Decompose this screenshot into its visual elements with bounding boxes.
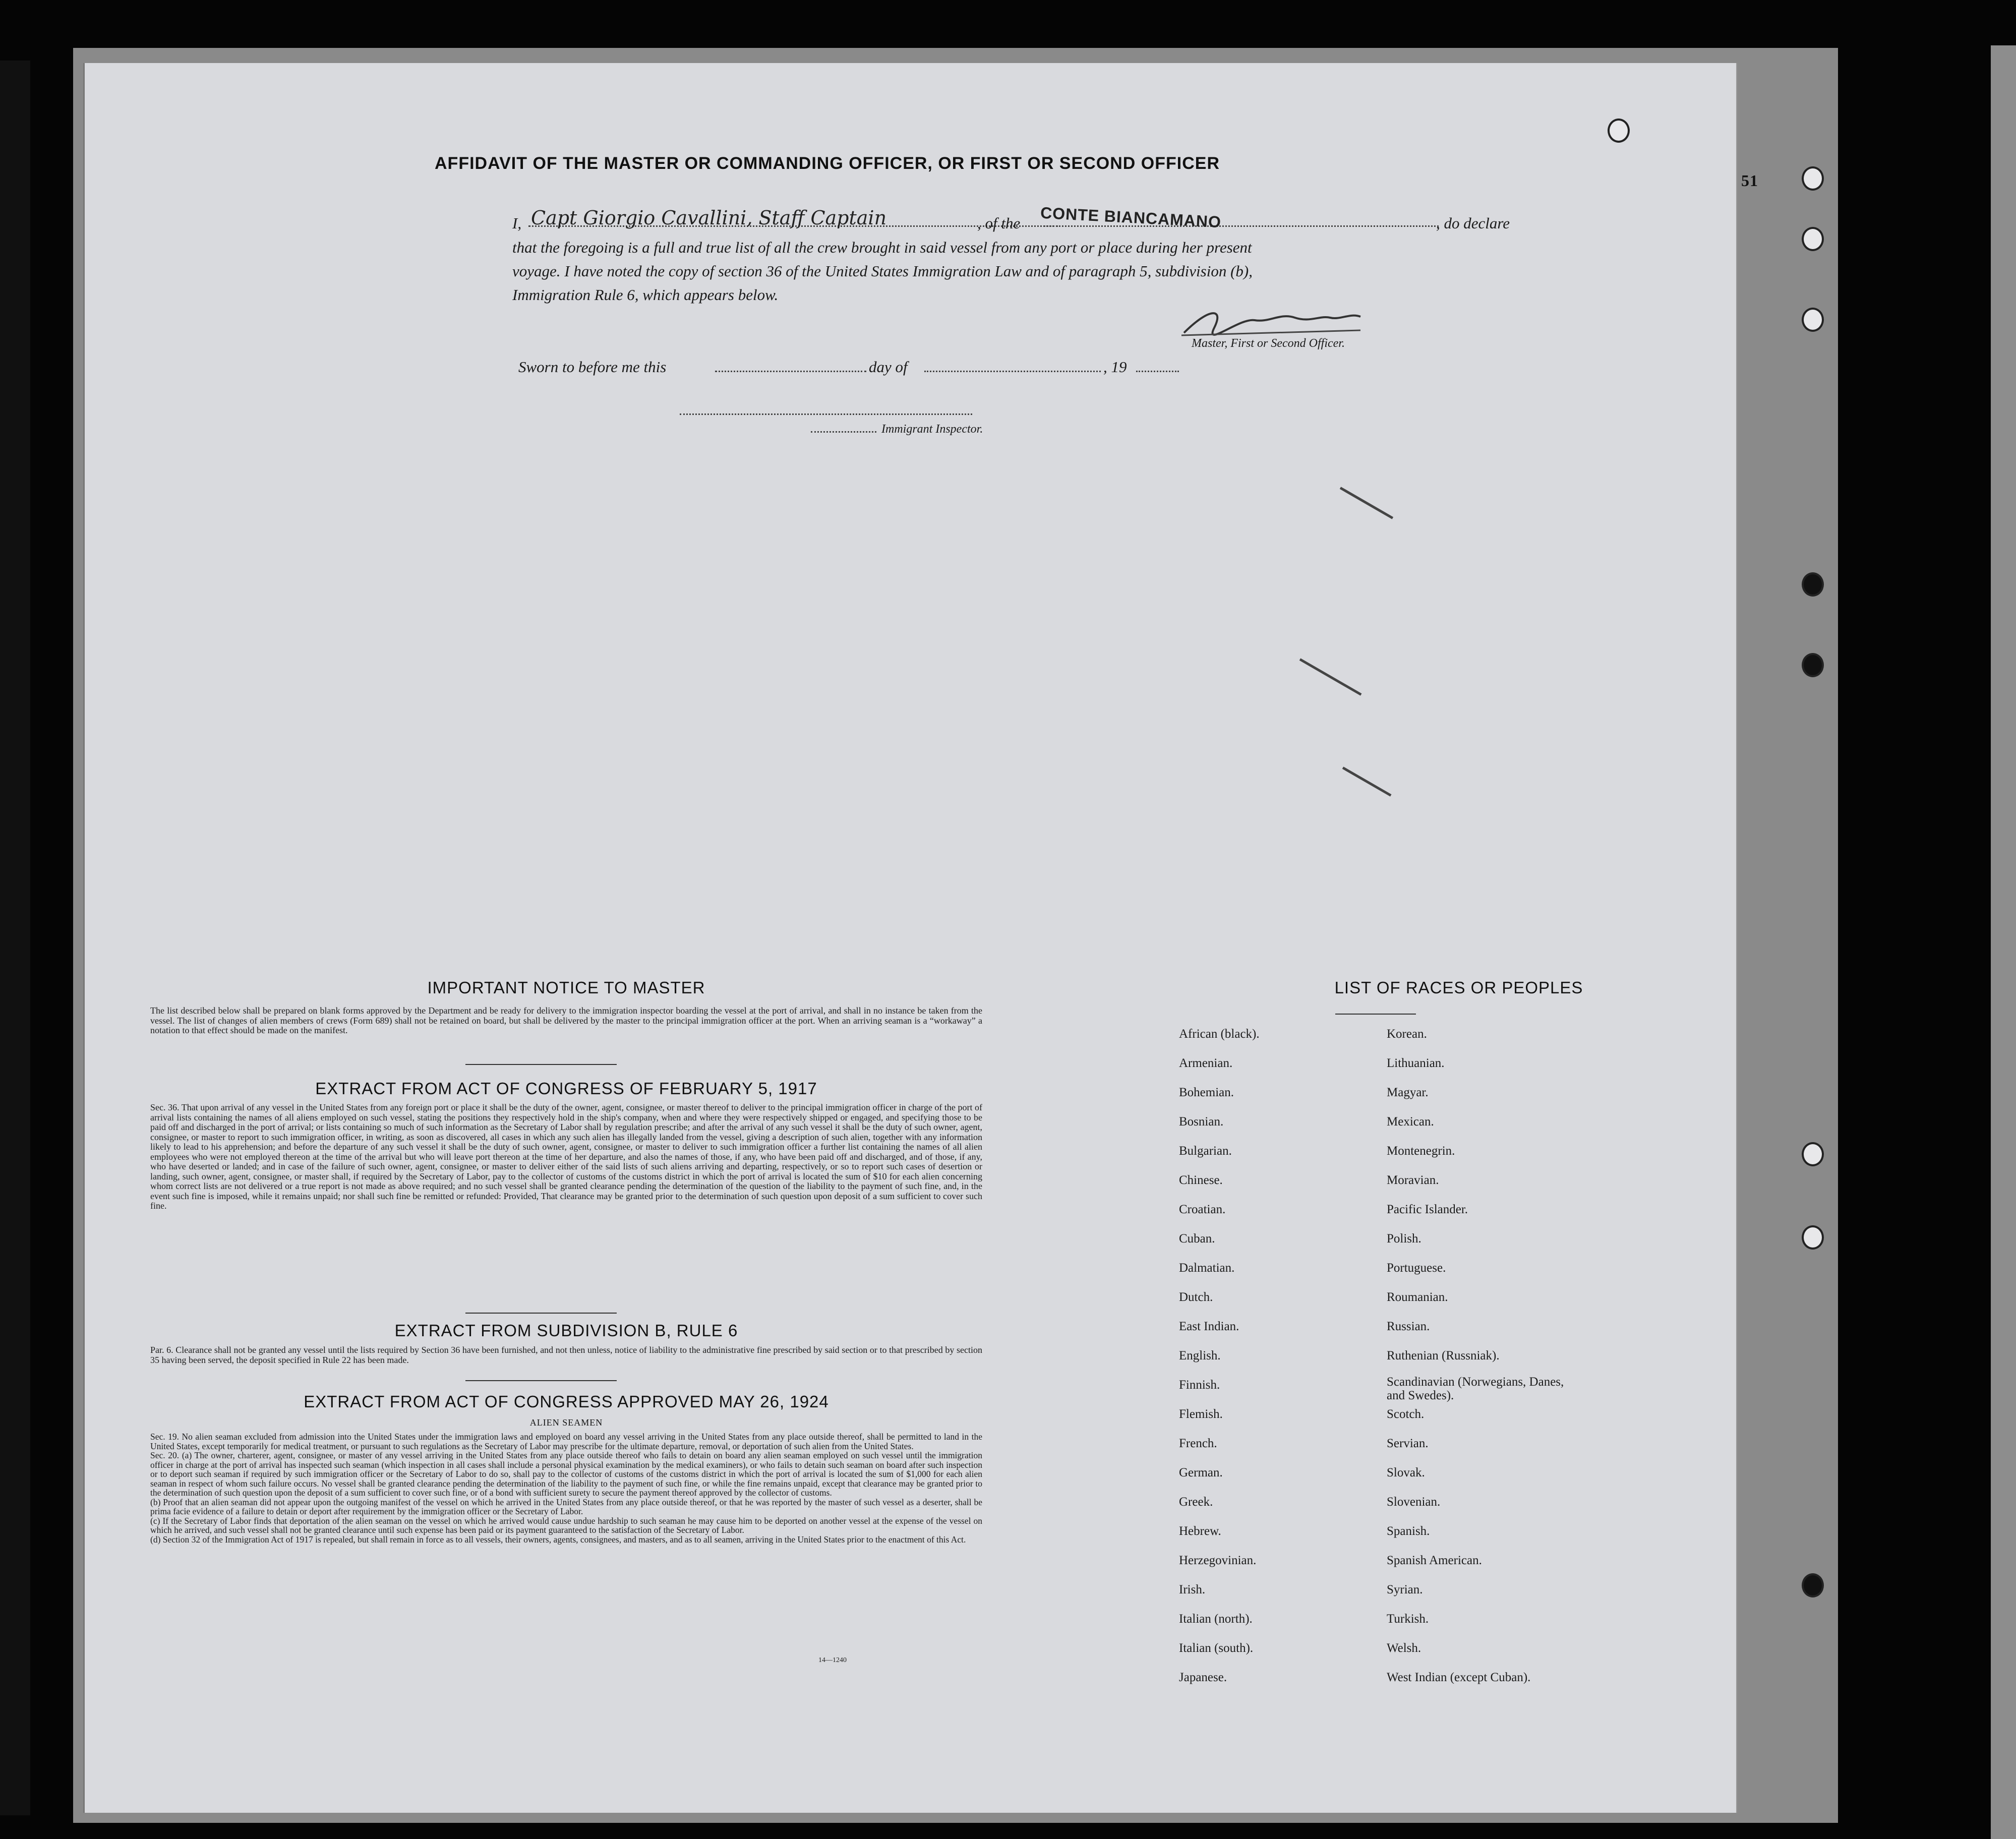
inspector-signature-line — [680, 413, 972, 415]
race-right-item: Pacific Islander. — [1387, 1203, 1468, 1216]
race-right-item: Magyar. — [1387, 1086, 1429, 1099]
extract-1924-title: EXTRACT FROM ACT OF CONGRESS APPROVED MAY 26, 1924 — [304, 1392, 829, 1411]
race-left-item: Greek. — [1179, 1495, 1213, 1509]
race-right-item: Spanish. — [1387, 1524, 1430, 1538]
race-left-item: African (black). — [1179, 1027, 1260, 1041]
right-film-edge — [1991, 45, 2016, 1839]
sworn-day-line — [715, 371, 866, 372]
race-left-item: English. — [1179, 1349, 1221, 1362]
notice-text: The list described below shall be prepared on blank forms approved by the Department and be ready for delivery to the immigration inspector boarding the vessel at the port of arrival, and shall in no instance be taken from the vessel. The list of changes of alien members of crews (Form 689) shall not be retained on board, but shall be delivered by the master to the principal immigration officer at the port. When an arriving seaman is a “workaway” a notation to that effect should be made on the manifest. — [150, 1005, 982, 1035]
document-page — [83, 63, 1758, 1813]
race-right-item: Montenegrin. — [1387, 1144, 1455, 1158]
race-left-item: Dalmatian. — [1179, 1261, 1235, 1275]
punch-hole — [1608, 118, 1630, 143]
race-left-item: Cuban. — [1179, 1232, 1215, 1245]
affidavit-title: AFFIDAVIT OF THE MASTER OR COMMANDING OFFICER, OR FIRST OR SECOND OFFICER — [435, 154, 1220, 173]
race-left-item: Bosnian. — [1179, 1115, 1224, 1129]
section-divider — [465, 1064, 617, 1065]
section-divider — [1335, 1014, 1416, 1015]
tally-mark — [1342, 766, 1392, 796]
punch-hole — [1802, 1573, 1824, 1597]
race-left-item: Hebrew. — [1179, 1524, 1221, 1538]
race-right-item: Polish. — [1387, 1232, 1421, 1245]
race-left-item: French. — [1179, 1437, 1217, 1450]
race-left-item: Croatian. — [1179, 1203, 1226, 1216]
race-right-item: Lithuanian. — [1387, 1056, 1445, 1070]
race-right-item: Russian. — [1387, 1320, 1430, 1333]
race-right-item: Ruthenian (Russniak). — [1387, 1349, 1500, 1362]
inspector-caption: Immigrant Inspector. — [881, 423, 983, 436]
race-left-item: East Indian. — [1179, 1320, 1239, 1333]
punch-hole — [1802, 308, 1824, 332]
race-right-item: Portuguese. — [1387, 1261, 1446, 1275]
races-title: LIST OF RACES OR PEOPLES — [1334, 978, 1583, 997]
race-left-item: Bohemian. — [1179, 1086, 1234, 1099]
declaration-line-3: voyage. I have noted the copy of section 36 of the United States Immigration Law and of paragraph 5, subdivision (b), — [512, 262, 1253, 280]
race-right-item: Turkish. — [1387, 1612, 1429, 1626]
declaration-suffix: , do declare — [1436, 214, 1510, 232]
race-left-item: Herzegovinian. — [1179, 1554, 1257, 1567]
extract-1924-text: Sec. 19. No alien seaman excluded from admission into the United States under the immigration laws and employed on board any vessel arriving in the United States from any place outside thereof, shall be permitted to land in the United States, except temporarily for medical treatment, or pursuant to such regulations as the Secretary of Labor may prescribe for the ultimate departure, removal, or deportation of such alien from the United States. Sec. 20. (a) The owner, charterer, agent, consignee, or master of any vessel arriving in the United States from any place outside thereof who fails to detain on board any alien seaman employed on such vessel until the immigration officer in charge at the port of arrival has inspected such seaman (which inspection in all cases shall include a personal physical examination by the medical examiners), or who fails to detain such seaman on board after such inspection or to deport such seaman if required by such immigration officer or the Secretary of Labor to do so, shall pay to the collector of customs of the customs district in which the port of arrival is located the sum of $1,000 for each alien seaman in respect of whom such failure occurs. No vessel shall be granted clearance pending the determination of the liability to the payment of such fine, or while the fine remains unpaid, except that clearance may be granted prior to the determination of such question upon the deposit of a sum sufficient to cover such fine, or of a bond with sufficient surety to secure the payment thereof approved by the collector of customs. (b) Proof that an alien seaman did not appear upon the outgoing manifest of the vessel on which he arrived in the United States from any place outside thereof, or that he was reported by the master of such vessel as a deserter, shall be prima facie evidence of a failure to detain or deport after requirement by the immigration officer or the Secretary of Labor. (c) If the Secretary of Labor finds that deportation of the alien seaman on the vessel on which he arrived would cause undue hardship to such seaman he may cause him to be deported on another vessel at the expense of the vessel on which he arrived, and such vessel shall not be granted clearance until such expense has been paid or its payment guaranteed to the satisfaction of the Secretary of Labor. (d) Section 32 of the Immigration Act of 1917 is repealed, but shall remain in force as to all vessels, their owners, agents, consignees, and masters, and as to all seamen, arriving in the United States prior to the enactment of this Act. — [150, 1432, 982, 1545]
declarant-handwriting: Capt Giorgio Cavallini, Staff Captain — [531, 207, 887, 229]
race-left-item: Irish. — [1179, 1583, 1206, 1596]
race-left-item: Chinese. — [1179, 1173, 1223, 1187]
race-left-item: Italian (north). — [1179, 1612, 1253, 1626]
tally-mark — [1299, 658, 1362, 695]
left-film-edge — [0, 61, 30, 1815]
race-right-item: Welsh. — [1387, 1641, 1421, 1655]
race-left-item: Flemish. — [1179, 1407, 1223, 1421]
sworn-suffix: , 19 — [1103, 358, 1127, 376]
declaration-prefix: I, — [512, 214, 522, 232]
race-right-item: Scotch. — [1387, 1407, 1425, 1421]
race-right-item: Slovenian. — [1387, 1495, 1441, 1509]
race-left-item: Japanese. — [1179, 1671, 1227, 1684]
declaration-line-2: that the foregoing is a full and true list of all the crew brought in said vessel from any port or place during her present — [512, 239, 1252, 256]
race-right-item: Korean. — [1387, 1027, 1427, 1041]
race-right-item: Servian. — [1387, 1437, 1429, 1450]
race-left-item: Italian (south). — [1179, 1641, 1254, 1655]
extract-1917-text: Sec. 36. That upon arrival of any vessel in the United States from any foreign port or place it shall be the duty of the owner, agent, consignee, or master thereof to deliver to the principal immigration officer in charge of the port of arrival lists containing the names of all aliens employed on such vessel, stating the positions they respectively hold in the ship's company, when and where they were respectively shipped or engaged, and specifying those to be paid off and discharged in the port of arrival; or lists containing so much of such information as the Secretary of Labor shall by regulation prescribe; and after the arrival of any such vessel it shall be the duty of such owner, agent, consignee, or master to report to such immigration officer, in writing, as soon as discovered, all cases in which any such alien has illegally landed from the vessel, giving a description of such alien, together with any information likely to lead to his apprehension; and before the departure of any such vessel it shall be the duty of such owner, agent, consignee, or master to deliver to such immigration officer a further list containing the names of all alien employees who were not employed thereon at the time of the arrival but who will leave port thereon at the time of her departure, and also the names of those, if any, who have been paid off and discharged, and of those, if any, who have deserted or landed; and in case of the failure of such owner, agent, consignee, or master to deliver either of the said lists of such aliens arriving and departing, respectively, or so to report such cases of desertion or landing, such owner, agent, consignee, or master shall, if required by the Secretary of Labor, pay to the collector of customs of the customs district in which the port of arrival is located the sum of $10 for each alien concerning whom correct lists are not delivered or a true report is not made as above required; and no such vessel shall be granted clearance pending the determination of the question of the liability to the payment of such fine, and, in the event such fine is imposed, while it remains unpaid; nor shall such fine be remitted or refunded: Provided, That clearance may be granted prior to the determination of such question upon deposit of a sum sufficient to cover such fine. — [150, 1102, 982, 1211]
race-left-item: Bulgarian. — [1179, 1144, 1232, 1158]
race-right-item: Slovak. — [1387, 1466, 1425, 1479]
race-right-item: West Indian (except Cuban). — [1387, 1671, 1531, 1684]
punch-hole — [1802, 653, 1824, 677]
declaration-line-4: Immigration Rule 6, which appears below. — [512, 286, 779, 304]
punch-hole — [1802, 1225, 1824, 1250]
race-right-item: Moravian. — [1387, 1173, 1439, 1187]
sworn-year-line — [1136, 371, 1179, 372]
notice-title: IMPORTANT NOTICE TO MASTER — [427, 978, 705, 997]
sworn-prefix: Sworn to before me this — [518, 358, 667, 376]
race-left-item: Dutch. — [1179, 1290, 1213, 1304]
punch-hole — [1802, 166, 1824, 191]
section-divider — [465, 1380, 617, 1381]
race-left-item: German. — [1179, 1466, 1223, 1479]
punch-hole — [1802, 572, 1824, 597]
race-right-item: Scandinavian (Norwegians, Danes, and Swedes). — [1387, 1375, 1564, 1402]
section-divider — [465, 1313, 617, 1314]
race-left-item: Armenian. — [1179, 1056, 1233, 1070]
sworn-month-line — [924, 371, 1101, 372]
inspector-caption-leader — [811, 431, 876, 433]
race-right-item: Spanish American. — [1387, 1554, 1482, 1567]
extract-rule6-title: EXTRACT FROM SUBDIVISION B, RULE 6 — [394, 1321, 738, 1340]
page-number: 51 — [1741, 171, 1758, 190]
race-right-item: Syrian. — [1387, 1583, 1423, 1596]
punch-hole — [1802, 227, 1824, 251]
signature-caption: Master, First or Second Officer. — [1192, 337, 1345, 350]
extract-rule6-text: Par. 6. Clearance shall not be granted any vessel until the lists required by Section 36 have been furnished, and not then unless, notice of liability to the administrative fine prescribed by said section or to that prescribed by section 35 having been served, the deposit specified in Rule 22 has been made. — [150, 1345, 982, 1365]
vessel-name-stamp: CONTE BIANCAMANO — [1040, 203, 1222, 231]
form-number: 14—1240 — [818, 1656, 847, 1664]
race-right-item: Mexican. — [1387, 1115, 1434, 1129]
race-left-item: Finnish. — [1179, 1378, 1220, 1392]
vessel-line — [1040, 225, 1439, 227]
extract-1917-title: EXTRACT FROM ACT OF CONGRESS OF FEBRUARY 5, 1917 — [315, 1079, 817, 1098]
sworn-mid: day of — [869, 358, 908, 376]
tally-mark — [1340, 487, 1393, 519]
punch-hole — [1802, 1142, 1824, 1166]
race-right-item: Roumanian. — [1387, 1290, 1448, 1304]
declaration-mid: , of the — [977, 214, 1021, 232]
extract-1924-subtitle: ALIEN SEAMEN — [529, 1417, 603, 1428]
